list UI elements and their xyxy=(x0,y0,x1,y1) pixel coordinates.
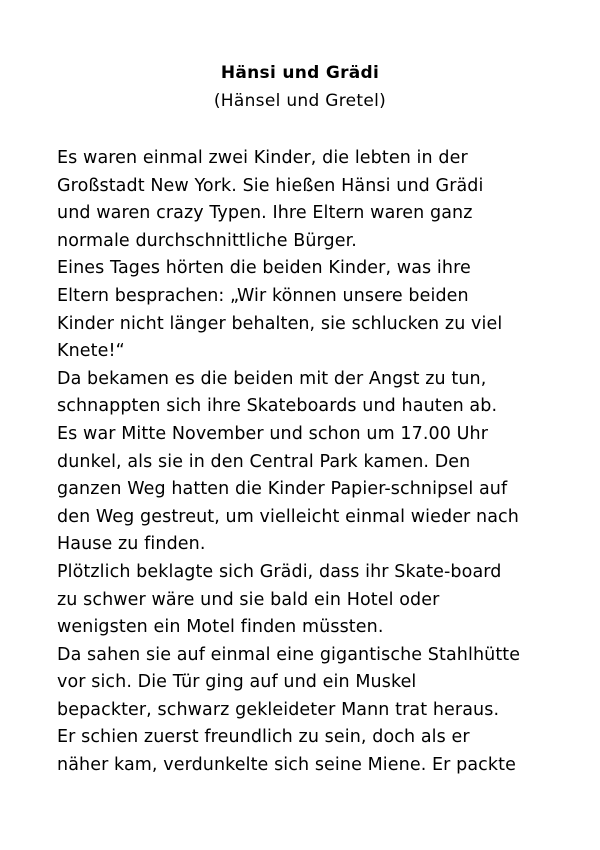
text-line: Knete!“ xyxy=(57,341,125,362)
document-subtitle: (Hänsel und Gretel) xyxy=(213,91,387,111)
text-line: ganzen Weg hatten die Kinder Papier-schnipsel auf xyxy=(57,479,508,500)
text-line: Plötzlich beklagte sich Grädi, dass ihr Skate-board xyxy=(57,561,502,582)
text-line: normale durchschnittliche Bürger. xyxy=(57,230,357,251)
text-line: Da bekamen es die beiden mit der Angst zu tun, xyxy=(57,368,487,389)
text-line: den Weg gestreut, um vielleicht einmal wieder nach xyxy=(57,506,519,527)
text-line: Großstadt New York. Sie hießen Hänsi und Grädi xyxy=(57,175,484,196)
text-line: Hause zu finden. xyxy=(57,534,206,555)
text-line: Es waren einmal zwei Kinder, die lebten in der xyxy=(57,148,468,168)
text-line: schnappten sich ihre Skateboards und hauten ab. xyxy=(57,396,498,417)
text-line: bepackter, schwarz gekleideter Mann trat heraus. xyxy=(57,699,500,720)
text-line: wenigsten ein Motel finden müssten. xyxy=(57,617,384,638)
text-line: und waren crazy Typen. Ihre Eltern waren ganz xyxy=(57,203,473,224)
text-line: Da sahen sie auf einmal eine gigantische Stahlhütte xyxy=(57,644,521,665)
text-line: zu schwer wäre und sie bald ein Hotel oder xyxy=(57,589,440,610)
text-line: Eines Tages hörten die beiden Kinder, was ihre xyxy=(57,258,471,279)
text-line: Es war Mitte November und schon um 17.00 Uhr xyxy=(57,423,489,444)
text-line: näher kam, verdunkelte sich seine Miene. Er packte xyxy=(57,755,516,776)
text-line: Er schien zuerst freundlich zu sein, doch als er xyxy=(57,727,470,748)
text-line: vor sich. Die Tür ging auf und ein Muskel xyxy=(57,672,417,693)
story-text xyxy=(57,145,577,780)
text-line: Kinder nicht länger behalten, sie schlucken zu viel xyxy=(57,313,503,334)
document-title: Hänsi und Grädi xyxy=(220,63,380,83)
text-line: Eltern besprachen: „Wir können unsere beiden xyxy=(57,285,469,306)
text-line: dunkel, als sie in den Central Park kamen. Den xyxy=(57,451,471,472)
